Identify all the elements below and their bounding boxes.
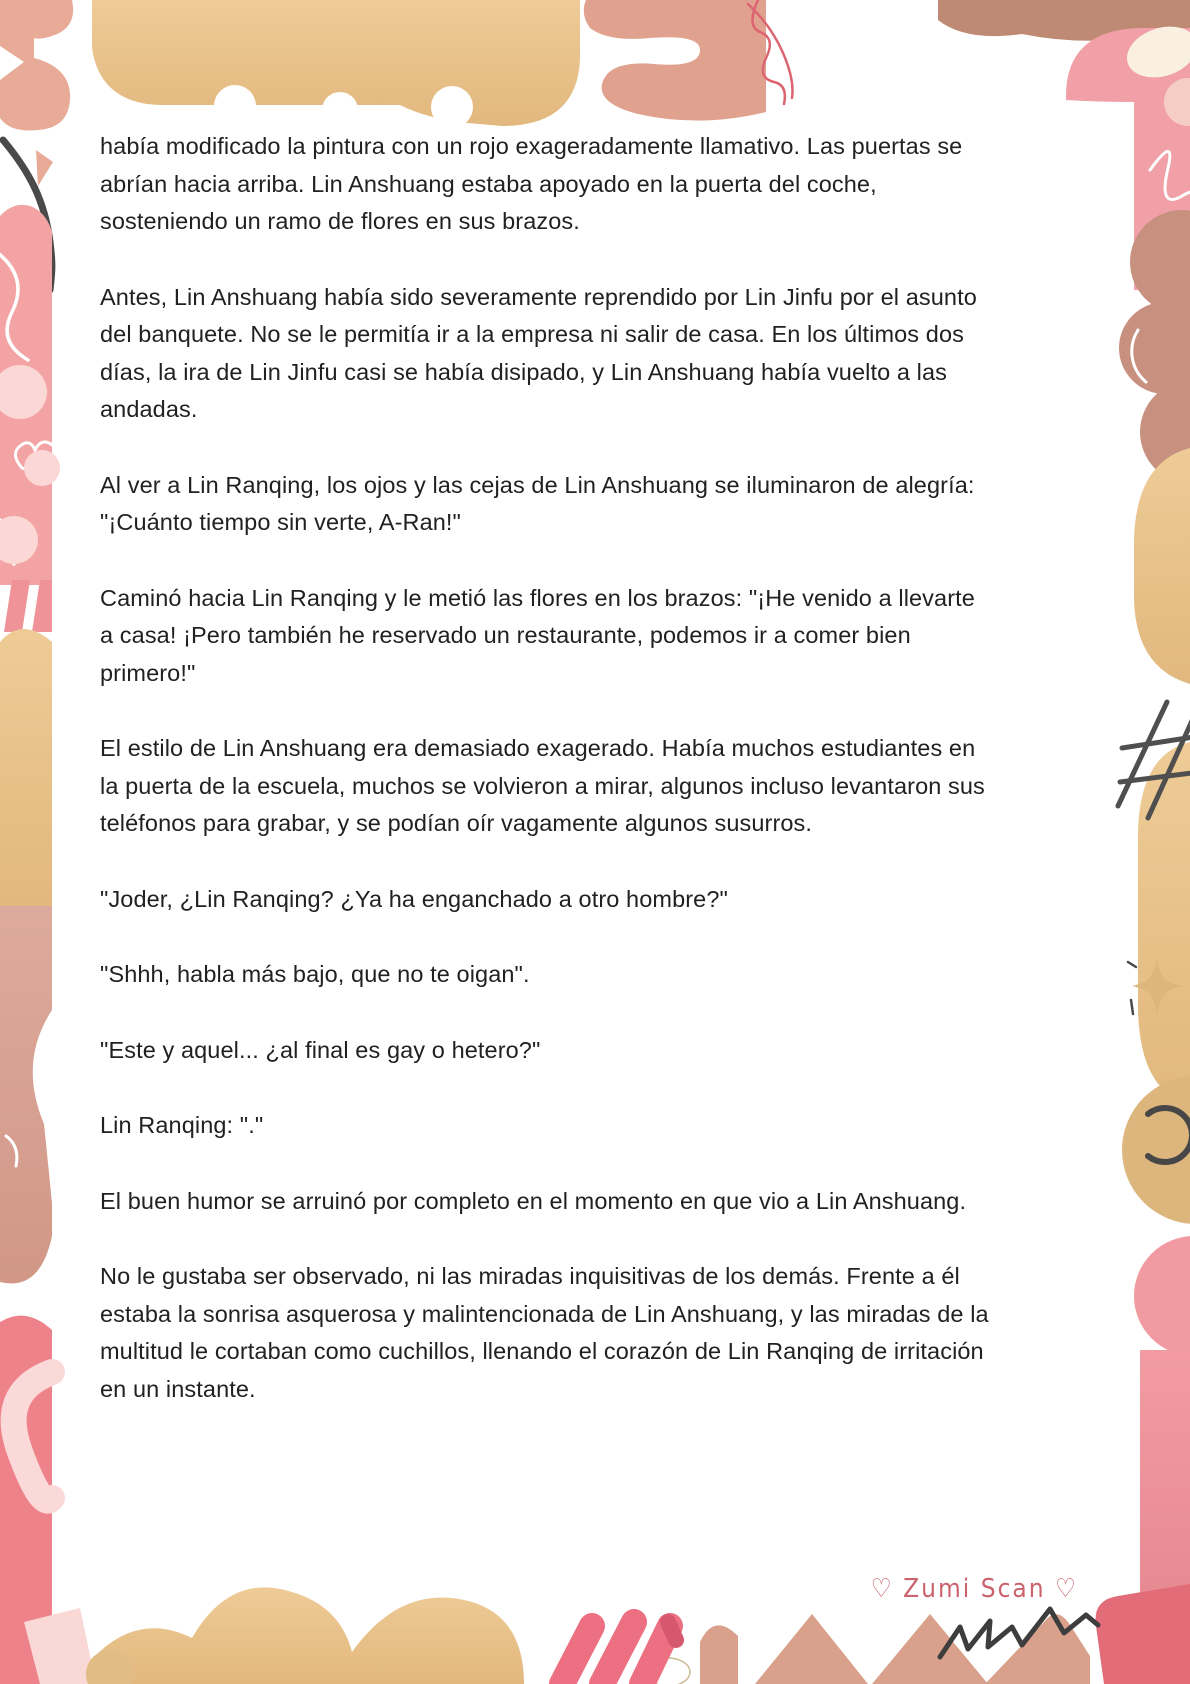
story-text — [100, 128, 990, 1446]
left-rose-column — [0, 906, 52, 1284]
right-gold-shape-2 — [1138, 742, 1190, 1104]
paragraph: Antes, Lin Anshuang había sido severamente reprendido por Lin Jinfu por el asunto del banquete. No se le permitía ir a la empresa ni salir de casa. En los últimos dos días, la ira de Lin Jinfu casi se había disipado, y Lin Anshuang había vuelto a las andadas. — [100, 283, 977, 422]
paragraph: "Este y aquel... ¿al final es gay o hetero?" — [100, 1036, 541, 1063]
left-pink-panel — [0, 205, 60, 632]
c-ring-doodle — [1148, 1108, 1190, 1162]
bottom-gold-blobs — [86, 1587, 690, 1684]
left-coral-column — [0, 1316, 52, 1684]
heart-doodle — [15, 442, 55, 470]
paragraph: Lin Ranqing: "." — [100, 1112, 264, 1138]
paragraph: El buen humor se arruinó por completo en el momento en que vio a Lin Anshuang. — [100, 1187, 967, 1214]
paragraph: había modificado la pintura con un rojo exageradamente llamativo. Las puertas se abrían hacia arriba. Lin Anshuang estaba apoyado en la puerta del coche, sosteniendo un ramo de flores en sus brazos. — [100, 133, 963, 234]
top-salmon-squiggle — [584, 0, 766, 121]
paragraph: "Joder, ¿Lin Ranqing? ¿Ya ha enganchado a otro hombre?" — [100, 885, 728, 912]
right-mauve-circles — [1119, 210, 1190, 486]
right-gold-circle — [1122, 1076, 1190, 1224]
paragraph: Al ver a Lin Ranqing, los ojos y las cejas de Lin Anshuang se iluminaron de alegría: "¡Cuánto tiempo sin verte, A-Ran!" — [100, 471, 975, 535]
paragraph: Caminó hacia Lin Ranqing y le metió las flores en los brazos: "¡He venido a llevarte a casa! ¡Pero también he reservado un restaurante, podemos ir a comer bien primero!" — [100, 584, 975, 686]
top-right-brown-blob — [938, 0, 1190, 41]
brush-stroke-doodle — [3, 140, 53, 290]
top-gold-blob — [92, 0, 580, 128]
paragraph: El estilo de Lin Anshuang era demasiado exagerado. Había muchos estudiantes en la puerta de la escuela, muchos se volvieron a mirar, algunos incluso levantaron sus teléfonos para grabar, y se podían oír vagamente algunos susurros. — [100, 735, 985, 836]
scan-credit: ♡ Zumi Scan ♡ — [870, 1574, 1078, 1604]
top-red-doodle — [748, 0, 793, 104]
right-gold-shape-1 — [1134, 448, 1190, 684]
white-script-doodle — [1150, 151, 1190, 250]
top-left-salmon-blob — [0, 0, 73, 131]
left-gold-column — [0, 629, 52, 906]
black-zigzag-doodle — [940, 1609, 1098, 1657]
hash-doodle-icon — [1118, 702, 1190, 818]
paragraph: No le gustaba ser observado, ni las miradas inquisitivas de los demás. Frente a él estaba la sonrisa asquerosa y malintencionada de Lin Anshuang, y las miradas de la multitud le cortaban como cuchillos, llenando el corazón de Lin Ranqing de irritación en un instante. — [100, 1263, 989, 1402]
sparkle-icon — [1128, 958, 1182, 1014]
top-right-pink-block — [1066, 18, 1190, 290]
right-pink-column — [1095, 1236, 1190, 1684]
paragraph: "Shhh, habla más bajo, que no te oigan". — [100, 961, 530, 987]
bottom-pink-scribble — [562, 1622, 676, 1684]
bottom-salmon-peaks — [700, 1614, 1090, 1684]
bottom-light-pink-wedge — [24, 1608, 96, 1684]
